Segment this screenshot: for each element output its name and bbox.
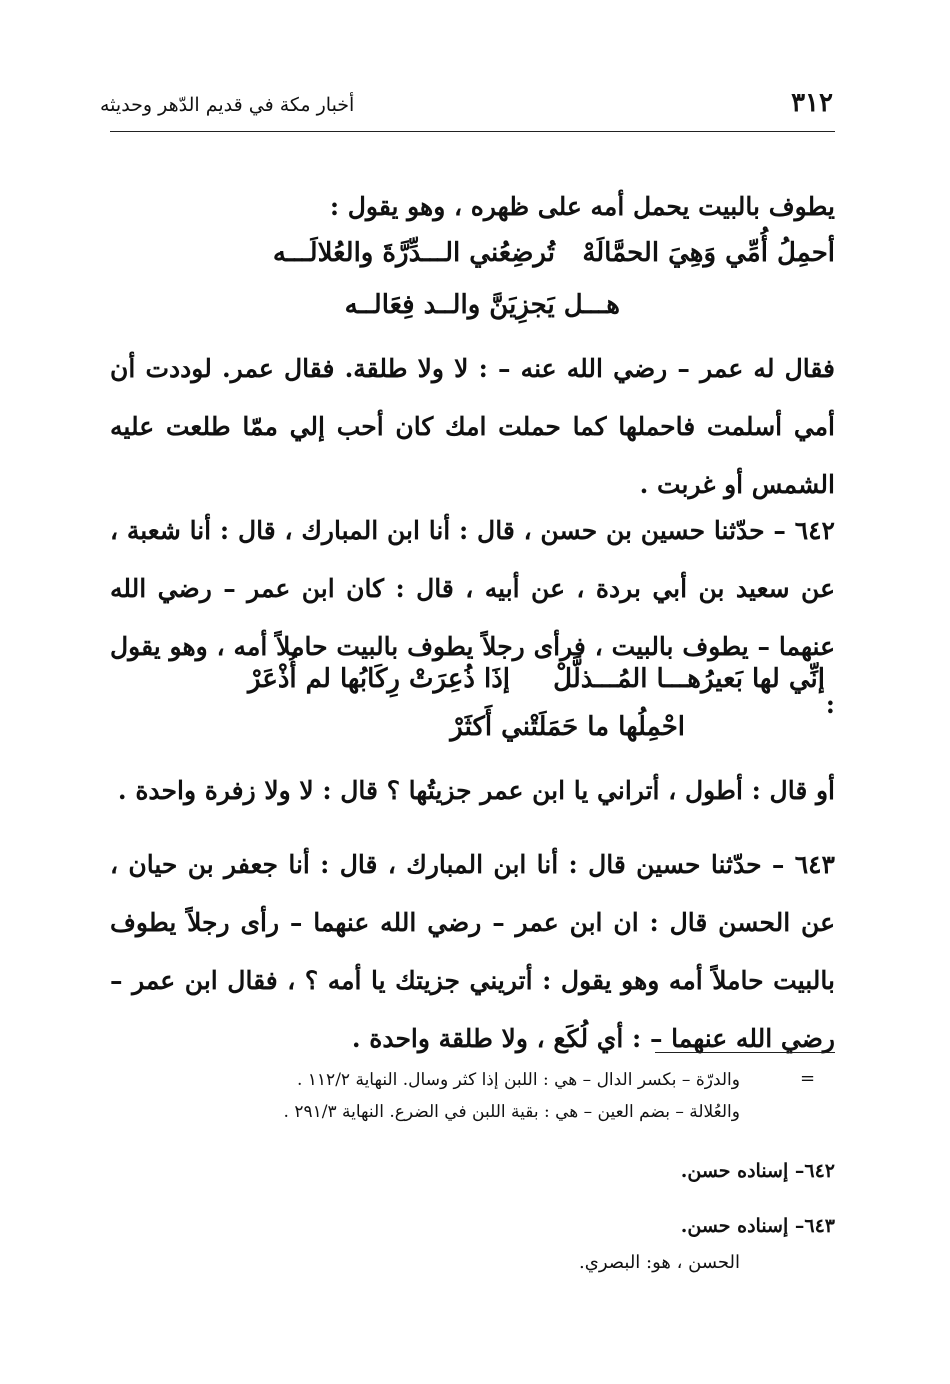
verse1-left-hemistich: تُرضِعُني الـــدِّرَّةَ والعُلالَـــه	[272, 238, 555, 268]
hadith-642: ٦٤٢ – حدّثنا حسين بن حسن ، قال : أنا ابن المبارك ، قال : أنا شعبة ، عن سعيد بن أبي بردة ، عن أبيه ، قال : كان ابن عمر – رضي الله عنهما – يطوف بالبيت ، فرأى رجلاً يطوف بالبيت حاملاً أمه ، وهو يقول :	[110, 516, 835, 719]
note-643-detail: الحسن ، هو: البصري.	[579, 1252, 740, 1273]
intro-paragraph: يطوف بالبيت يحمل أمه على ظهره ، وهو يقول :	[329, 192, 835, 221]
verse2-right-hemistich: إنِّي لها بَعيرُهـــا المُـــذلَّلْ	[553, 664, 825, 694]
verse2-left-hemistich: إذَا ذُعِرَتْ رِكَابُها لم أُذْعَرْ	[247, 664, 510, 694]
paragraph-umar-reply: فقال له عمر – رضي الله عنه – : لا ولا طلقة. فقال عمر. لوددت أن أمي أسلمت فاحملها كما حملت امك كان أحب إلي ممّا طلعت عليه الشمس أو غربت .	[110, 354, 835, 499]
verse1-second-line: هـــل يَجزِيَنَّ والــد فِعَالــه	[344, 290, 620, 320]
note-642: ٦٤٢– إسناده حسن.	[680, 1160, 835, 1182]
footnote-ulala: والعُلالة – بضم العين – هي : بقية اللبن في الضرع. النهاية ٢٩١/٣ .	[283, 1102, 740, 1122]
hadith-643: ٦٤٣ – حدّثنا حسين قال : أنا ابن المبارك ، قال : أنا جعفر بن حيان ، عن الحسن قال : ان ابن عمر – رضي الله عنهما – رأى رجلاً يطوف بالبيت حاملاً أمه وهو يقول : أتريني جزيتك يا أمه ؟ ، فقال ابن عمر – رضي الله عنهما – : أي لُكَع ، ولا طلقة واحدة .	[110, 850, 835, 1053]
footnote-rule	[655, 1052, 835, 1053]
footnote-durra: والدرّة – بكسر الدال – هي : اللبن إذا كثر وسال. النهاية ١١٢/٢ .	[296, 1070, 740, 1090]
footnote-continuation-mark: =	[800, 1068, 816, 1089]
paragraph-or-said: أو قال : أطول ، أتراني يا ابن عمر جزيتُها ؟ قال : لا ولا زفرة واحدة .	[117, 776, 835, 805]
page-number: ٣١٢	[791, 88, 833, 118]
verse2-second-line: احْمِلُها ما حَمَلَتْني أَكثَرْ	[450, 712, 685, 742]
running-title: أخبار مكة في قديم الدّهر وحديثه	[100, 94, 355, 116]
note-643: ٦٤٣– إسناده حسن.	[680, 1215, 835, 1237]
header-rule	[110, 131, 835, 132]
verse1-right-hemistich: أحمِلُ أُمِّي وَهِيَ الحمَّالَهْ	[582, 238, 835, 268]
